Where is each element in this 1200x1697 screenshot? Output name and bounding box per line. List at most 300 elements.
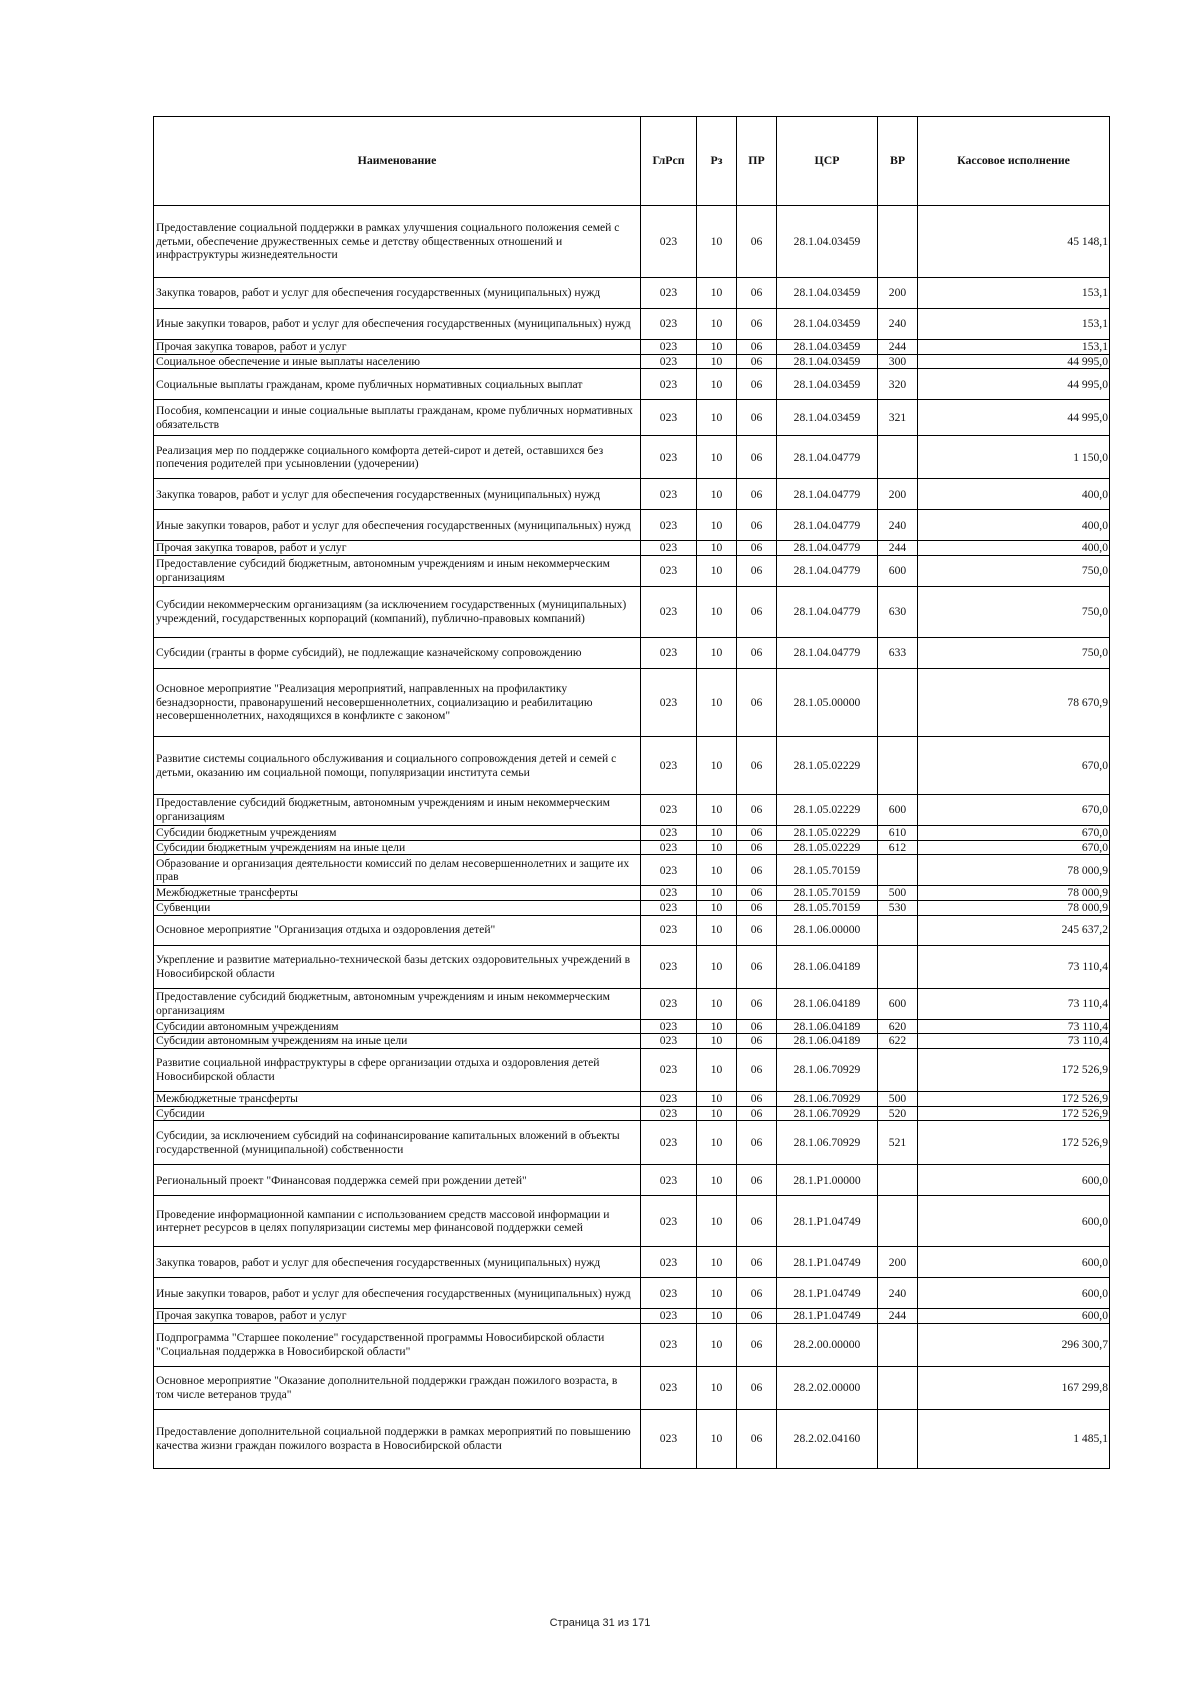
cell-rz: 10 xyxy=(697,1367,737,1410)
cell-name: Образование и организация деятельности комиссий по делам несовершеннолетних и защите их прав xyxy=(154,855,641,886)
cell-pr: 06 xyxy=(737,1165,777,1196)
table-row xyxy=(154,309,1110,340)
cell-name: Реализация мер по поддержке социального комфорта детей-сирот и детей, оставшихся без попечения родителей при усыновлении (удочерении) xyxy=(154,436,641,479)
table-row xyxy=(154,1034,1110,1049)
header-vr: ВР xyxy=(878,117,918,206)
cell-csr: 28.2.00.00000 xyxy=(777,1324,878,1367)
cell-vr: 500 xyxy=(878,1092,918,1107)
cell-name: Предоставление субсидий бюджетным, автономным учреждениям и иным некоммерческим организациям xyxy=(154,988,641,1019)
cell-amount: 600,0 xyxy=(918,1247,1110,1278)
cell-amount: 750,0 xyxy=(918,556,1110,587)
table-row xyxy=(154,1165,1110,1196)
cell-pr: 06 xyxy=(737,795,777,826)
cell-pr: 06 xyxy=(737,901,777,916)
cell-glrsp: 023 xyxy=(641,1410,697,1469)
cell-glrsp: 023 xyxy=(641,1309,697,1324)
cell-csr: 28.1.05.02229 xyxy=(777,826,878,841)
cell-name: Предоставление субсидий бюджетным, автономным учреждениям и иным некоммерческим организациям xyxy=(154,795,641,826)
cell-rz: 10 xyxy=(697,1196,737,1247)
cell-vr xyxy=(878,1049,918,1092)
cell-pr: 06 xyxy=(737,840,777,855)
cell-rz: 10 xyxy=(697,1324,737,1367)
cell-pr: 06 xyxy=(737,1196,777,1247)
cell-amount: 73 110,4 xyxy=(918,945,1110,988)
table-row xyxy=(154,1324,1110,1367)
cell-rz: 10 xyxy=(697,901,737,916)
cell-amount: 172 526,9 xyxy=(918,1049,1110,1092)
cell-vr xyxy=(878,945,918,988)
cell-rz: 10 xyxy=(697,638,737,669)
cell-glrsp: 023 xyxy=(641,479,697,510)
cell-csr: 28.1.05.02229 xyxy=(777,737,878,795)
cell-glrsp: 023 xyxy=(641,945,697,988)
cell-rz: 10 xyxy=(697,1247,737,1278)
cell-csr: 28.1.04.04779 xyxy=(777,541,878,556)
cell-pr: 06 xyxy=(737,1367,777,1410)
cell-csr: 28.1.05.70159 xyxy=(777,855,878,886)
cell-name: Субсидии автономным учреждениям xyxy=(154,1019,641,1034)
cell-csr: 28.1.06.04189 xyxy=(777,945,878,988)
cell-glrsp: 023 xyxy=(641,1034,697,1049)
cell-amount: 78 000,9 xyxy=(918,886,1110,901)
header-amount: Кассовое исполнение xyxy=(918,117,1110,206)
cell-pr: 06 xyxy=(737,556,777,587)
cell-name: Прочая закупка товаров, работ и услуг xyxy=(154,340,641,355)
cell-pr: 06 xyxy=(737,886,777,901)
cell-vr: 320 xyxy=(878,369,918,400)
cell-name: Предоставление социальной поддержки в рамках улучшения социального положения семей с детьми, обеспечение дружественных семье и детству общественных отношений и инфраструктуры жизнедеятельности xyxy=(154,206,641,278)
cell-glrsp: 023 xyxy=(641,400,697,436)
cell-csr: 28.1.06.70929 xyxy=(777,1092,878,1107)
cell-rz: 10 xyxy=(697,354,737,369)
cell-amount: 73 110,4 xyxy=(918,1034,1110,1049)
cell-amount: 44 995,0 xyxy=(918,369,1110,400)
cell-csr: 28.1.04.04779 xyxy=(777,638,878,669)
table-row xyxy=(154,855,1110,886)
cell-rz: 10 xyxy=(697,1106,737,1121)
cell-amount: 670,0 xyxy=(918,795,1110,826)
table-row xyxy=(154,541,1110,556)
cell-glrsp: 023 xyxy=(641,278,697,309)
cell-rz: 10 xyxy=(697,1165,737,1196)
cell-name: Субсидии, за исключением субсидий на софинансирование капитальных вложений в объекты государственной (муниципальной) собственности xyxy=(154,1121,641,1165)
cell-name: Укрепление и развитие материально-технической базы детских оздоровительных учреждений в Новосибирской области xyxy=(154,945,641,988)
cell-amount: 44 995,0 xyxy=(918,400,1110,436)
cell-pr: 06 xyxy=(737,354,777,369)
cell-name: Субсидии (гранты в форме субсидий), не подлежащие казначейскому сопровождению xyxy=(154,638,641,669)
table-row xyxy=(154,587,1110,638)
cell-rz: 10 xyxy=(697,369,737,400)
cell-rz: 10 xyxy=(697,795,737,826)
cell-vr: 600 xyxy=(878,795,918,826)
table-row xyxy=(154,737,1110,795)
table-row xyxy=(154,669,1110,737)
cell-glrsp: 023 xyxy=(641,915,697,945)
table-row xyxy=(154,340,1110,355)
cell-vr: 200 xyxy=(878,1247,918,1278)
cell-rz: 10 xyxy=(697,436,737,479)
table-row xyxy=(154,945,1110,988)
cell-csr: 28.1.06.04189 xyxy=(777,1034,878,1049)
cell-name: Закупка товаров, работ и услуг для обеспечения государственных (муниципальных) нужд xyxy=(154,479,641,510)
cell-name: Проведение информационной кампании с использованием средств массовой информации и интернет ресурсов в целях популяризации системы мер финансовой поддержки семей xyxy=(154,1196,641,1247)
cell-name: Развитие социальной инфраструктуры в сфере организации отдыха и оздоровления детей Новосибирской области xyxy=(154,1049,641,1092)
cell-vr xyxy=(878,669,918,737)
cell-vr: 240 xyxy=(878,1278,918,1309)
cell-csr: 28.1.04.04779 xyxy=(777,436,878,479)
cell-csr: 28.1.04.03459 xyxy=(777,354,878,369)
cell-rz: 10 xyxy=(697,1121,737,1165)
cell-csr: 28.1.04.03459 xyxy=(777,309,878,340)
cell-glrsp: 023 xyxy=(641,369,697,400)
cell-vr: 630 xyxy=(878,587,918,638)
cell-pr: 06 xyxy=(737,855,777,886)
cell-csr: 28.1.P1.04749 xyxy=(777,1309,878,1324)
cell-vr xyxy=(878,1324,918,1367)
cell-glrsp: 023 xyxy=(641,1121,697,1165)
cell-name: Предоставление субсидий бюджетным, автономным учреждениям и иным некоммерческим организациям xyxy=(154,556,641,587)
cell-rz: 10 xyxy=(697,206,737,278)
cell-name: Социальные выплаты гражданам, кроме публичных нормативных социальных выплат xyxy=(154,369,641,400)
cell-glrsp: 023 xyxy=(641,988,697,1019)
cell-glrsp: 023 xyxy=(641,795,697,826)
cell-pr: 06 xyxy=(737,510,777,541)
cell-vr: 612 xyxy=(878,840,918,855)
cell-pr: 06 xyxy=(737,369,777,400)
cell-vr xyxy=(878,206,918,278)
cell-pr: 06 xyxy=(737,1324,777,1367)
cell-rz: 10 xyxy=(697,510,737,541)
cell-csr: 28.1.P1.00000 xyxy=(777,1165,878,1196)
cell-glrsp: 023 xyxy=(641,855,697,886)
cell-name: Иные закупки товаров, работ и услуг для обеспечения государственных (муниципальных) нужд xyxy=(154,510,641,541)
cell-glrsp: 023 xyxy=(641,737,697,795)
table-row xyxy=(154,886,1110,901)
cell-amount: 600,0 xyxy=(918,1196,1110,1247)
cell-name: Иные закупки товаров, работ и услуг для обеспечения государственных (муниципальных) нужд xyxy=(154,1278,641,1309)
cell-csr: 28.1.04.04779 xyxy=(777,587,878,638)
cell-rz: 10 xyxy=(697,1309,737,1324)
cell-name: Основное мероприятие "Оказание дополнительной поддержки граждан пожилого возраста, в том числе ветеранов труда" xyxy=(154,1367,641,1410)
cell-name: Субсидии бюджетным учреждениям на иные цели xyxy=(154,840,641,855)
cell-amount: 400,0 xyxy=(918,479,1110,510)
cell-glrsp: 023 xyxy=(641,638,697,669)
cell-amount: 172 526,9 xyxy=(918,1121,1110,1165)
cell-vr: 633 xyxy=(878,638,918,669)
table-body xyxy=(154,206,1110,1469)
cell-csr: 28.1.05.02229 xyxy=(777,795,878,826)
cell-glrsp: 023 xyxy=(641,1106,697,1121)
table-row xyxy=(154,795,1110,826)
table-row xyxy=(154,206,1110,278)
cell-vr: 600 xyxy=(878,556,918,587)
table-row xyxy=(154,1278,1110,1309)
cell-name: Иные закупки товаров, работ и услуг для обеспечения государственных (муниципальных) нужд xyxy=(154,309,641,340)
cell-csr: 28.1.04.03459 xyxy=(777,340,878,355)
table-row xyxy=(154,479,1110,510)
cell-rz: 10 xyxy=(697,1092,737,1107)
cell-amount: 750,0 xyxy=(918,587,1110,638)
cell-rz: 10 xyxy=(697,840,737,855)
cell-amount: 600,0 xyxy=(918,1309,1110,1324)
cell-name: Субсидии бюджетным учреждениям xyxy=(154,826,641,841)
cell-vr: 244 xyxy=(878,541,918,556)
cell-vr: 321 xyxy=(878,400,918,436)
cell-pr: 06 xyxy=(737,1019,777,1034)
cell-rz: 10 xyxy=(697,1019,737,1034)
cell-csr: 28.1.04.03459 xyxy=(777,369,878,400)
cell-csr: 28.1.P1.04749 xyxy=(777,1278,878,1309)
table-row xyxy=(154,826,1110,841)
page-number: Страница 31 из 171 xyxy=(549,1617,651,1629)
cell-pr: 06 xyxy=(737,400,777,436)
cell-pr: 06 xyxy=(737,206,777,278)
cell-vr: 520 xyxy=(878,1106,918,1121)
cell-vr xyxy=(878,436,918,479)
cell-glrsp: 023 xyxy=(641,206,697,278)
cell-vr: 240 xyxy=(878,510,918,541)
cell-pr: 06 xyxy=(737,309,777,340)
cell-csr: 28.1.05.00000 xyxy=(777,669,878,737)
cell-rz: 10 xyxy=(697,886,737,901)
cell-pr: 06 xyxy=(737,1247,777,1278)
table-row xyxy=(154,1247,1110,1278)
cell-amount: 153,1 xyxy=(918,340,1110,355)
cell-csr: 28.2.02.04160 xyxy=(777,1410,878,1469)
cell-rz: 10 xyxy=(697,945,737,988)
header-csr: ЦСР xyxy=(777,117,878,206)
cell-csr: 28.1.04.04779 xyxy=(777,510,878,541)
cell-rz: 10 xyxy=(697,1278,737,1309)
cell-glrsp: 023 xyxy=(641,1019,697,1034)
cell-glrsp: 023 xyxy=(641,1049,697,1092)
cell-glrsp: 023 xyxy=(641,840,697,855)
cell-pr: 06 xyxy=(737,1106,777,1121)
table-header-row xyxy=(154,117,1110,206)
cell-name: Социальное обеспечение и иные выплаты населению xyxy=(154,354,641,369)
cell-name: Прочая закупка товаров, работ и услуг xyxy=(154,1309,641,1324)
cell-rz: 10 xyxy=(697,309,737,340)
cell-pr: 06 xyxy=(737,945,777,988)
cell-glrsp: 023 xyxy=(641,1324,697,1367)
cell-pr: 06 xyxy=(737,1278,777,1309)
cell-csr: 28.1.05.70159 xyxy=(777,901,878,916)
cell-amount: 73 110,4 xyxy=(918,988,1110,1019)
cell-name: Прочая закупка товаров, работ и услуг xyxy=(154,541,641,556)
cell-name: Субсидии автономным учреждениям на иные цели xyxy=(154,1034,641,1049)
table-row xyxy=(154,436,1110,479)
cell-csr: 28.1.05.02229 xyxy=(777,840,878,855)
header-name: Наименование xyxy=(154,117,641,206)
table-row xyxy=(154,1019,1110,1034)
cell-rz: 10 xyxy=(697,556,737,587)
table-row xyxy=(154,1106,1110,1121)
cell-vr: 200 xyxy=(878,479,918,510)
cell-pr: 06 xyxy=(737,1309,777,1324)
cell-pr: 06 xyxy=(737,737,777,795)
table-row xyxy=(154,400,1110,436)
cell-glrsp: 023 xyxy=(641,1165,697,1196)
cell-amount: 172 526,9 xyxy=(918,1092,1110,1107)
cell-amount: 153,1 xyxy=(918,309,1110,340)
cell-glrsp: 023 xyxy=(641,1247,697,1278)
cell-csr: 28.1.06.70929 xyxy=(777,1049,878,1092)
cell-amount: 245 637,2 xyxy=(918,915,1110,945)
cell-name: Субсидии некоммерческим организациям (за исключением государственных (муниципальных) учреждений, государственных корпораций (компаний), публично-правовых компаний) xyxy=(154,587,641,638)
cell-csr: 28.1.04.04779 xyxy=(777,556,878,587)
table-row xyxy=(154,915,1110,945)
cell-glrsp: 023 xyxy=(641,587,697,638)
cell-vr xyxy=(878,1165,918,1196)
cell-glrsp: 023 xyxy=(641,886,697,901)
cell-rz: 10 xyxy=(697,278,737,309)
cell-rz: 10 xyxy=(697,587,737,638)
cell-vr: 200 xyxy=(878,278,918,309)
cell-amount: 600,0 xyxy=(918,1165,1110,1196)
table-row xyxy=(154,510,1110,541)
cell-pr: 06 xyxy=(737,915,777,945)
table-row xyxy=(154,354,1110,369)
cell-csr: 28.1.06.04189 xyxy=(777,1019,878,1034)
cell-name: Основное мероприятие "Организация отдыха и оздоровления детей" xyxy=(154,915,641,945)
cell-rz: 10 xyxy=(697,541,737,556)
cell-amount: 750,0 xyxy=(918,638,1110,669)
cell-rz: 10 xyxy=(697,400,737,436)
cell-glrsp: 023 xyxy=(641,669,697,737)
cell-pr: 06 xyxy=(737,340,777,355)
cell-vr: 521 xyxy=(878,1121,918,1165)
cell-pr: 06 xyxy=(737,278,777,309)
cell-amount: 78 000,9 xyxy=(918,901,1110,916)
cell-vr: 500 xyxy=(878,886,918,901)
budget-execution-table xyxy=(153,116,1110,1469)
cell-csr: 28.1.06.70929 xyxy=(777,1121,878,1165)
cell-amount: 670,0 xyxy=(918,737,1110,795)
cell-vr xyxy=(878,915,918,945)
cell-pr: 06 xyxy=(737,479,777,510)
cell-pr: 06 xyxy=(737,988,777,1019)
cell-name: Развитие системы социального обслуживания и социального сопровождения детей и семей с детьми, оказанию им социальной помощи, популяризации института семьи xyxy=(154,737,641,795)
cell-vr: 244 xyxy=(878,340,918,355)
cell-vr xyxy=(878,1367,918,1410)
cell-rz: 10 xyxy=(697,826,737,841)
cell-glrsp: 023 xyxy=(641,354,697,369)
cell-csr: 28.2.02.00000 xyxy=(777,1367,878,1410)
cell-rz: 10 xyxy=(697,988,737,1019)
cell-glrsp: 023 xyxy=(641,826,697,841)
cell-vr xyxy=(878,1196,918,1247)
cell-pr: 06 xyxy=(737,1049,777,1092)
cell-rz: 10 xyxy=(697,737,737,795)
cell-amount: 400,0 xyxy=(918,541,1110,556)
cell-csr: 28.1.P1.04749 xyxy=(777,1247,878,1278)
cell-csr: 28.1.04.04779 xyxy=(777,479,878,510)
table-row xyxy=(154,1092,1110,1107)
cell-glrsp: 023 xyxy=(641,1092,697,1107)
cell-amount: 670,0 xyxy=(918,840,1110,855)
cell-amount: 400,0 xyxy=(918,510,1110,541)
cell-vr xyxy=(878,855,918,886)
table-row xyxy=(154,1049,1110,1092)
cell-glrsp: 023 xyxy=(641,340,697,355)
cell-amount: 670,0 xyxy=(918,826,1110,841)
cell-amount: 172 526,9 xyxy=(918,1106,1110,1121)
cell-glrsp: 023 xyxy=(641,901,697,916)
table-row xyxy=(154,278,1110,309)
cell-name: Закупка товаров, работ и услуг для обеспечения государственных (муниципальных) нужд xyxy=(154,1247,641,1278)
cell-name: Региональный проект "Финансовая поддержка семей при рождении детей" xyxy=(154,1165,641,1196)
cell-csr: 28.1.04.03459 xyxy=(777,206,878,278)
cell-csr: 28.1.04.03459 xyxy=(777,278,878,309)
cell-vr: 244 xyxy=(878,1309,918,1324)
table-row xyxy=(154,556,1110,587)
cell-rz: 10 xyxy=(697,1049,737,1092)
cell-csr: 28.1.06.70929 xyxy=(777,1106,878,1121)
table-row xyxy=(154,901,1110,916)
cell-amount: 73 110,4 xyxy=(918,1019,1110,1034)
cell-name: Подпрограмма "Старшее поколение" государственной программы Новосибирской области "Социальная поддержка в Новосибирской области" xyxy=(154,1324,641,1367)
cell-pr: 06 xyxy=(737,1092,777,1107)
cell-name: Межбюджетные трансферты xyxy=(154,1092,641,1107)
cell-vr xyxy=(878,737,918,795)
cell-name: Межбюджетные трансферты xyxy=(154,886,641,901)
cell-name: Основное мероприятие "Реализация мероприятий, направленных на профилактику безнадзорности, правонарушений несовершеннолетних, социализацию и реабилитацию несовершеннолетних, находящихся в конфликте с законом" xyxy=(154,669,641,737)
table-row xyxy=(154,1121,1110,1165)
cell-rz: 10 xyxy=(697,915,737,945)
cell-vr: 240 xyxy=(878,309,918,340)
cell-csr: 28.1.P1.04749 xyxy=(777,1196,878,1247)
cell-name: Субсидии xyxy=(154,1106,641,1121)
cell-pr: 06 xyxy=(737,1034,777,1049)
cell-rz: 10 xyxy=(697,479,737,510)
cell-amount: 167 299,8 xyxy=(918,1367,1110,1410)
cell-vr: 600 xyxy=(878,988,918,1019)
table-row xyxy=(154,638,1110,669)
cell-amount: 45 148,1 xyxy=(918,206,1110,278)
table-row xyxy=(154,1410,1110,1469)
cell-glrsp: 023 xyxy=(641,309,697,340)
cell-vr: 300 xyxy=(878,354,918,369)
cell-name: Субвенции xyxy=(154,901,641,916)
cell-rz: 10 xyxy=(697,1410,737,1469)
table-row xyxy=(154,1367,1110,1410)
cell-pr: 06 xyxy=(737,826,777,841)
cell-csr: 28.1.04.03459 xyxy=(777,400,878,436)
cell-pr: 06 xyxy=(737,638,777,669)
cell-vr xyxy=(878,1410,918,1469)
cell-glrsp: 023 xyxy=(641,1196,697,1247)
cell-name: Предоставление дополнительной социальной поддержки в рамках мероприятий по повышению качества жизни граждан пожилого возраста в Новосибирской области xyxy=(154,1410,641,1469)
cell-rz: 10 xyxy=(697,669,737,737)
header-rz: Рз xyxy=(697,117,737,206)
cell-amount: 1 150,0 xyxy=(918,436,1110,479)
header-glrsp: ГлРсп xyxy=(641,117,697,206)
table-row xyxy=(154,840,1110,855)
cell-glrsp: 023 xyxy=(641,556,697,587)
cell-glrsp: 023 xyxy=(641,541,697,556)
cell-rz: 10 xyxy=(697,855,737,886)
cell-csr: 28.1.05.70159 xyxy=(777,886,878,901)
table-row xyxy=(154,1196,1110,1247)
cell-glrsp: 023 xyxy=(641,436,697,479)
cell-pr: 06 xyxy=(737,587,777,638)
table-row xyxy=(154,369,1110,400)
cell-pr: 06 xyxy=(737,1121,777,1165)
cell-amount: 44 995,0 xyxy=(918,354,1110,369)
cell-csr: 28.1.06.04189 xyxy=(777,988,878,1019)
cell-glrsp: 023 xyxy=(641,1367,697,1410)
cell-pr: 06 xyxy=(737,541,777,556)
